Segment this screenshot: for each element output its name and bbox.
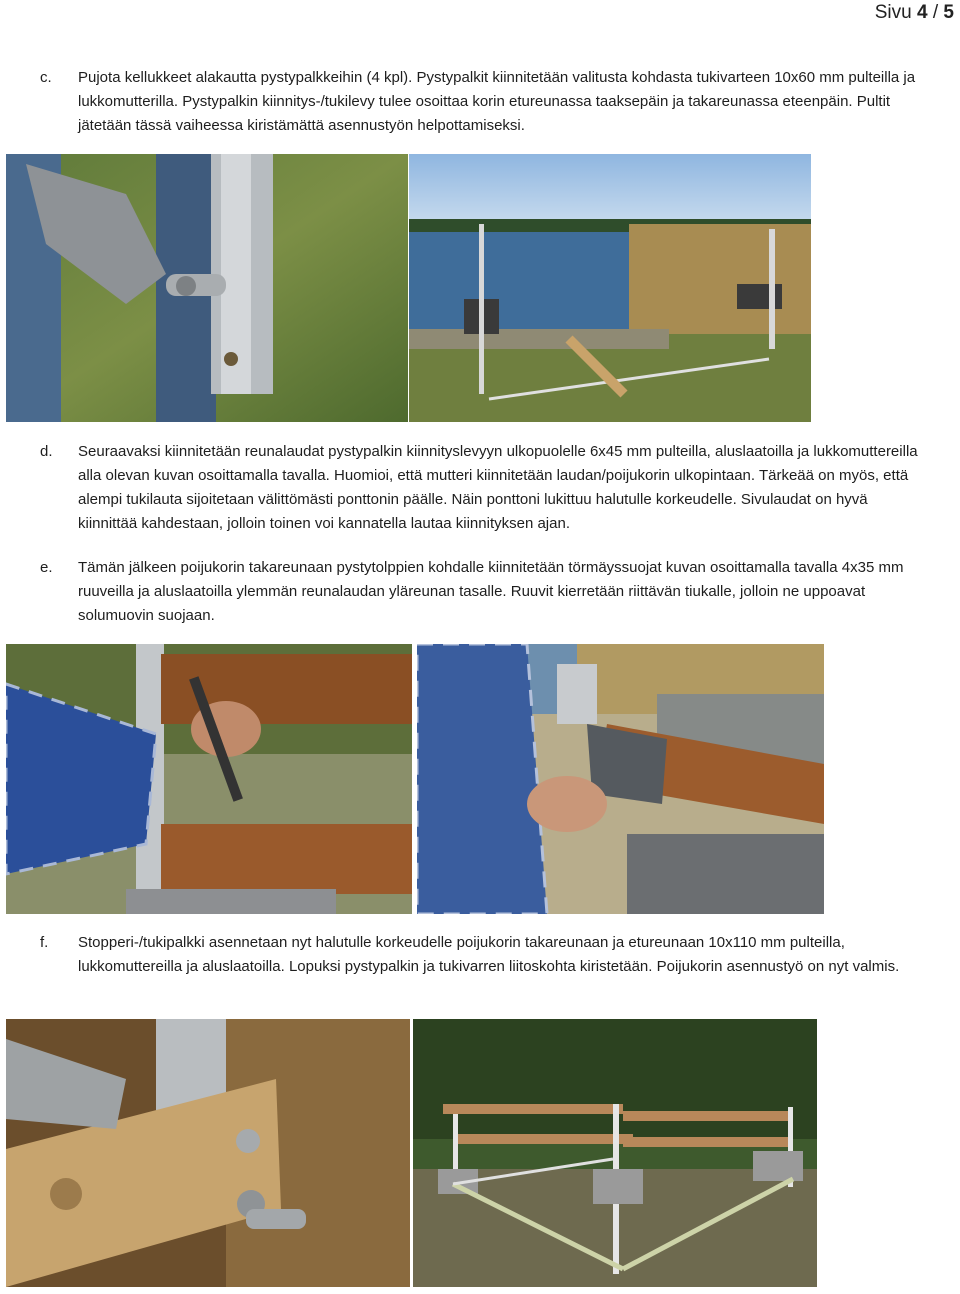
step-marker: c. [40, 69, 52, 86]
photo-side-board-bolting [6, 644, 412, 914]
page-number [875, 2, 954, 24]
step-e [40, 556, 930, 628]
page-number-separator: / [932, 2, 939, 23]
photo-shore-assembly [409, 154, 811, 422]
step-c [40, 66, 930, 138]
step-text: Seuraavaksi kiinnitetään reunalaudat pystypalkin kiinnityslevyyn ulkopuolelle 6x45 mm pulteilla, aluslaatoilla ja lukkomuttereilla alla olevan kuvan osoittamalla tavalla. Huomioi, että mutteri kiinnitetään laudan/poijukorin ulkopintaan. Tärkeää on myös, että alempi tukilauta sijoitetaan välittömästi ponttonin päälle. Näin ponttoni lukittuu halutulle korkeudelle. Sivulaudat on hyvä kiinnittää kahdestaan, jolloin toinen voi kannatella lautaa kiinnityksen ajan. [78, 443, 918, 532]
step-text: Pujota kellukkeet alakautta pystypalkkeihin (4 kpl). Pystypalkit kiinnitetään valitusta kohdasta tukivarteen 10x60 mm pulteilla ja lukkomutterilla. Pystypalkin kiinnitys-/tukilevy tulee osoittaa korin etureunassa taaksepäin ja takareunassa eteenpäin. Pultit jätetään tässä vaiheessa kiristämättä asennustyön helpottamiseksi. [78, 69, 916, 134]
step-marker: f. [40, 934, 49, 951]
page-number-prefix: Sivu [874, 2, 912, 23]
page-number-current: 4 [917, 2, 928, 23]
step-d [40, 440, 930, 536]
photo-impact-guard-screwing [417, 644, 824, 914]
step-text: Tämän jälkeen poijukorin takareunaan pystytolppien kohdalle kiinnitetään törmäyssuojat kuvan osoittamalla tavalla 4x35 mm ruuveilla ja aluslaatoilla ylemmän reunalaudan yläreunan tasalle. Ruuvit kierretään riittävän tiukalle, jolloin ne uppoavat solumuovin suojaan. [78, 559, 904, 624]
photo-bolt-tightening [6, 154, 408, 422]
step-marker: d. [40, 443, 53, 460]
step-text: Stopperi-/tukipalkki asennetaan nyt halutulle korkeudelle poijukorin takareunaan ja etureunaan 10x110 mm pulteilla, lukkomuttereilla ja aluslaatoilla. Lopuksi pystypalkin ja tukivarren liitoskohta kiristetään. Poijukorin asennustyö on nyt valmis. [78, 934, 900, 975]
step-marker: e. [40, 559, 53, 576]
page-number-total: 5 [943, 2, 954, 23]
photo-finished-buoy-cage [413, 1019, 817, 1287]
photo-stopper-beam-bolting [6, 1019, 410, 1287]
step-f [40, 931, 930, 979]
